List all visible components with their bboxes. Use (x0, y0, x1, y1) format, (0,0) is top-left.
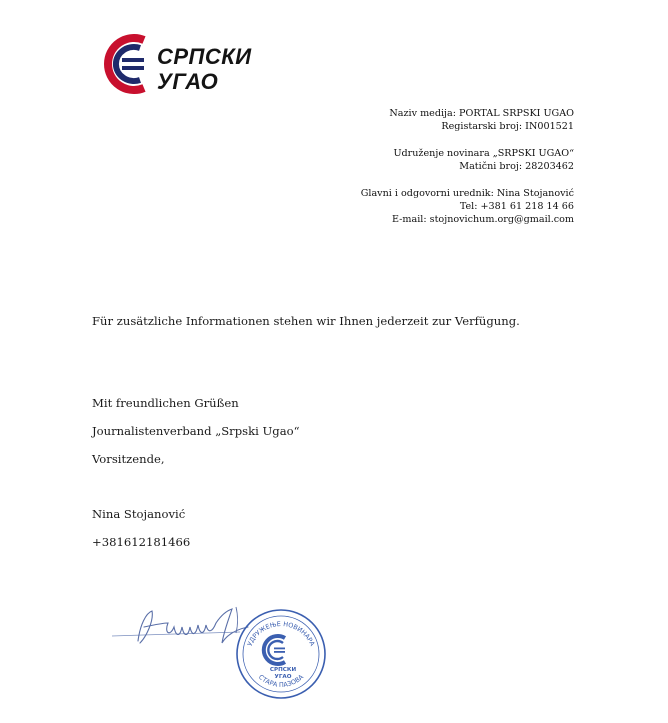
signer-role: Vorsitzende, (92, 452, 165, 466)
registration-number: Registarski broj: IN001521 (441, 121, 574, 133)
media-info (361, 107, 574, 134)
stamp-center-line2: УГАО (274, 674, 292, 680)
svg-text:УДРУЖЕЊЕ НОВИНАРА (246, 620, 317, 648)
association-name: Udruženje novinara „SRPSKI UGAO“ (393, 147, 574, 159)
header-phone: Tel: +381 61 218 14 66 (459, 201, 574, 213)
organization-name: Journalistenverband „Srpski Ugao“ (92, 424, 300, 438)
logo (100, 34, 250, 96)
association-info (361, 147, 574, 174)
media-name: Naziv medija: PORTAL SRPSKI UGAO (389, 108, 574, 119)
contact-info (361, 187, 574, 227)
stamp-logo-icon (264, 636, 285, 664)
closing-greeting: Mit freundlichen Grüßen (92, 396, 239, 410)
signer-phone: +381612181466 (92, 535, 191, 549)
official-stamp (235, 608, 327, 700)
stamp-top-text: УДРУЖЕЊЕ НОВИНАРА (245, 619, 317, 648)
stamp-bottom-text: СТАРА ПАЗОВА (256, 672, 306, 689)
info-sentence: Für zusätzliche Informationen stehen wir Ihnen jederzeit zur Verfügung. (92, 314, 520, 328)
letterhead-info (361, 107, 574, 240)
header-email: E-mail: stojnovichum.org@gmail.com (392, 214, 574, 226)
logo-text-line1: СРПСКИ (157, 44, 252, 69)
srpski-ugao-logo-icon (100, 34, 156, 94)
id-number: Matični broj: 28203462 (459, 161, 574, 173)
signer-name: Nina Stojanović (92, 507, 186, 521)
stamp-center-line1: СРПСКИ (269, 667, 297, 673)
editor-name: Glavni i odgovorni urednik: Nina Stojanović (360, 187, 574, 199)
logo-text-line2: УГАО (157, 69, 219, 94)
